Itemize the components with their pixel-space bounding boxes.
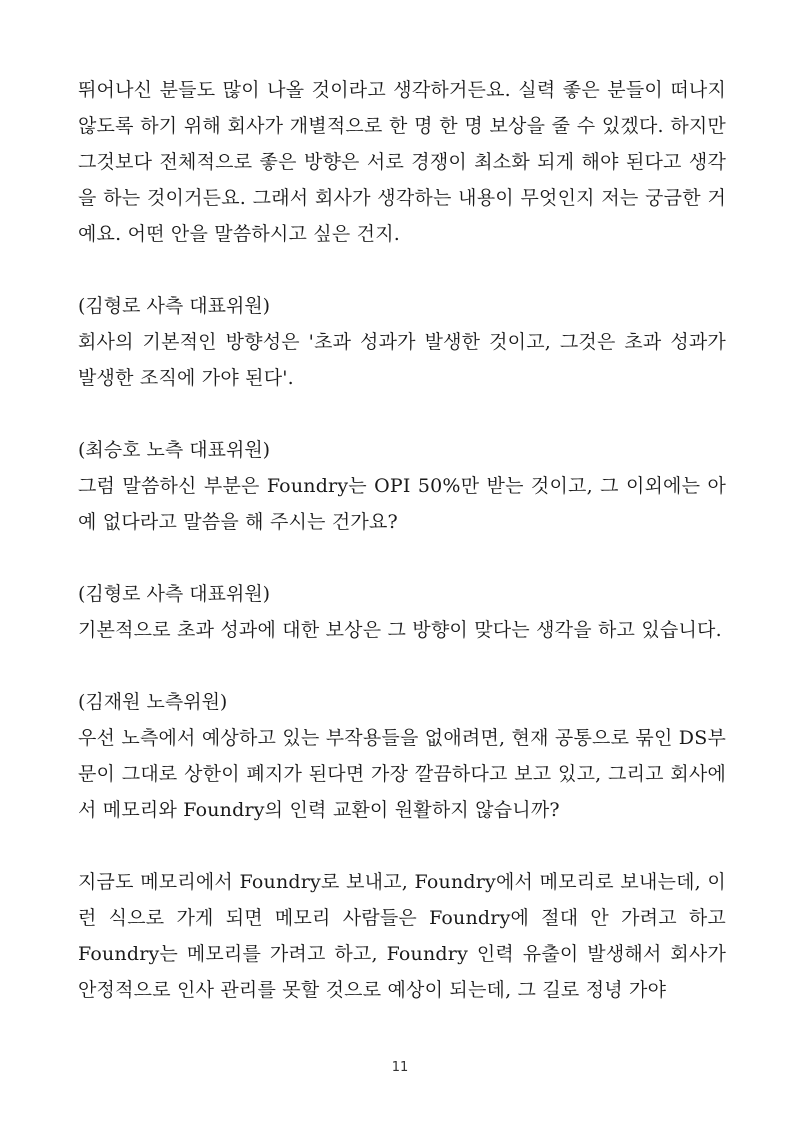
paragraph-2: 회사의 기본적인 방향성은 '초과 성과가 발생한 것이고, 그것은 초과 성과가 발생한 조직에 가야 된다'. [78,331,726,389]
paragraph-4: 기본적으로 초과 성과에 대한 보상은 그 방향이 맞다는 생각을 하고 있습니다. [78,619,722,641]
paragraph-6: 지금도 메모리에서 Foundry로 보내고, Foundry에서 메모리로 보내는데, 이런 식으로 가게 되면 메모리 사람들은 Foundry에 절대 안 가려고 하고 Foundry는 메모리를 가려고 하고, Foundry 인력 유출이 발생해서 회사가 안정적으로 인사 관리를 못할 것으로 예상이 되는데, 그 길로 정녕 가야 [78,871,726,1001]
speaker-label-4: (김형로 사측 대표위원) [78,583,271,605]
paragraph-1: 뛰어나신 분들도 많이 나올 것이라고 생각하거든요. 실력 좋은 분들이 떠나지 않도록 하기 위해 회사가 개별적으로 한 명 한 명 보상을 줄 수 있겠다. 하지만 그것보다 전체적으로 좋은 방향은 서로 경쟁이 최소화 되게 해야 된다고 생각을 하는 것이거든요. 그래서 회사가 생각하는 내용이 무엇인지 저는 궁금한 거예요. 어떤 안을 말씀하시고 싶은 건지. [78,79,726,245]
speaker-label-2: (김형로 사측 대표위원) [78,295,271,317]
paragraph-3: 그럼 말씀하신 부분은 Foundry는 OPI 50%만 받는 것이고, 그 이외에는 아예 없다라고 말씀을 해 주시는 건가요? [78,475,726,533]
page-number: 11 [391,1060,409,1075]
transcript-body [78,72,726,1008]
speaker-label-5: (김재원 노측위원) [78,691,228,713]
paragraph-5: 우선 노측에서 예상하고 있는 부작용들을 없애려면, 현재 공통으로 묶인 DS부문이 그대로 상한이 폐지가 된다면 가장 깔끔하다고 보고 있고, 그리고 회사에서 메모리와 Foundry의 인력 교환이 원활하지 않습니까? [78,727,726,821]
speaker-label-3: (최승호 노측 대표위원) [78,439,271,461]
